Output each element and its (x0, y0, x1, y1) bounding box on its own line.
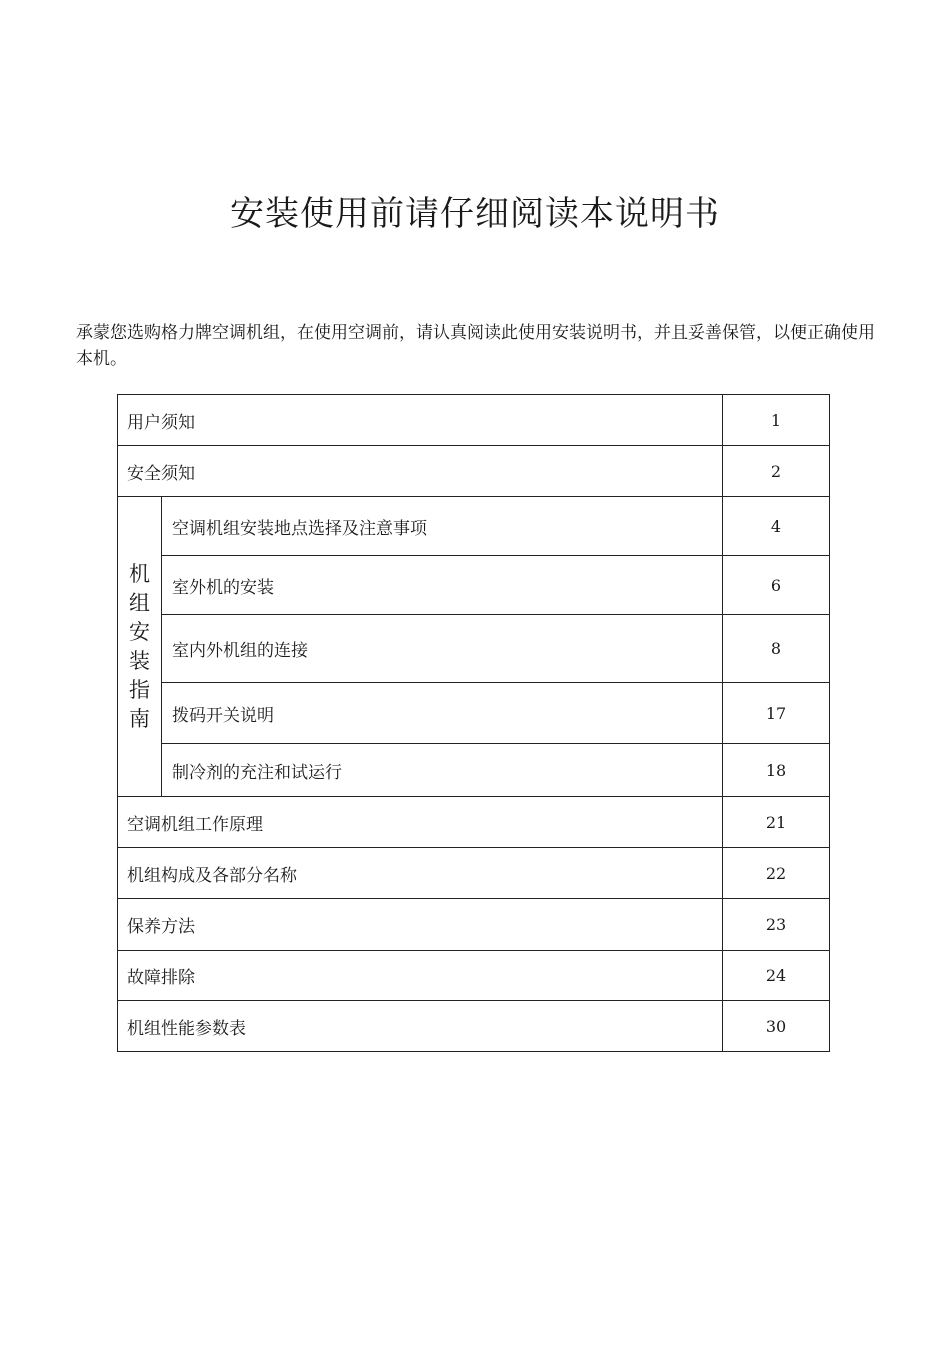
toc-row (118, 951, 830, 1001)
toc-page: 23 (723, 899, 830, 951)
toc-row (118, 497, 830, 556)
toc-page: 4 (723, 497, 830, 556)
intro-paragraph: 承蒙您选购格力牌空调机组，在使用空调前，请认真阅读此使用安装说明书，并且妥善保管，以便正确使用本机。 (76, 323, 875, 369)
toc-label: 用户须知 (118, 395, 723, 446)
toc-group-label (118, 497, 162, 797)
toc-sub-label: 室内外机组的连接 (162, 615, 723, 683)
toc-row (118, 556, 830, 615)
toc-row (118, 848, 830, 899)
toc-page: 18 (723, 744, 830, 797)
toc-page: 2 (723, 446, 830, 497)
group-char: 南 (129, 706, 150, 731)
toc-row (118, 395, 830, 446)
toc-sub-label: 制冷剂的充注和试运行 (162, 744, 723, 797)
group-char: 指 (129, 677, 150, 702)
toc-page: 21 (723, 797, 830, 848)
toc-page: 24 (723, 951, 830, 1001)
toc-label: 故障排除 (118, 951, 723, 1001)
group-char: 安 (129, 619, 150, 644)
toc-sub-label: 空调机组安装地点选择及注意事项 (162, 497, 723, 556)
toc-label: 安全须知 (118, 446, 723, 497)
toc-row (118, 797, 830, 848)
toc-row (118, 744, 830, 797)
group-char: 机 (129, 561, 150, 586)
group-char: 组 (129, 590, 150, 615)
toc-label: 空调机组工作原理 (118, 797, 723, 848)
toc-label: 机组构成及各部分名称 (118, 848, 723, 899)
toc-page: 22 (723, 848, 830, 899)
toc-row (118, 1001, 830, 1052)
page-title: 安装使用前请仔细阅读本说明书 (230, 194, 720, 234)
toc-page: 17 (723, 683, 830, 744)
group-char: 装 (129, 648, 150, 673)
toc-page: 30 (723, 1001, 830, 1052)
toc-row (118, 446, 830, 497)
table-of-contents (117, 394, 830, 1052)
toc-page: 8 (723, 615, 830, 683)
toc-page: 1 (723, 395, 830, 446)
toc-label: 保养方法 (118, 899, 723, 951)
toc-row (118, 899, 830, 951)
toc-row (118, 683, 830, 744)
toc-label: 机组性能参数表 (118, 1001, 723, 1052)
toc-sub-label: 拨码开关说明 (162, 683, 723, 744)
toc-sub-label: 室外机的安装 (162, 556, 723, 615)
toc-page: 6 (723, 556, 830, 615)
toc-row (118, 615, 830, 683)
